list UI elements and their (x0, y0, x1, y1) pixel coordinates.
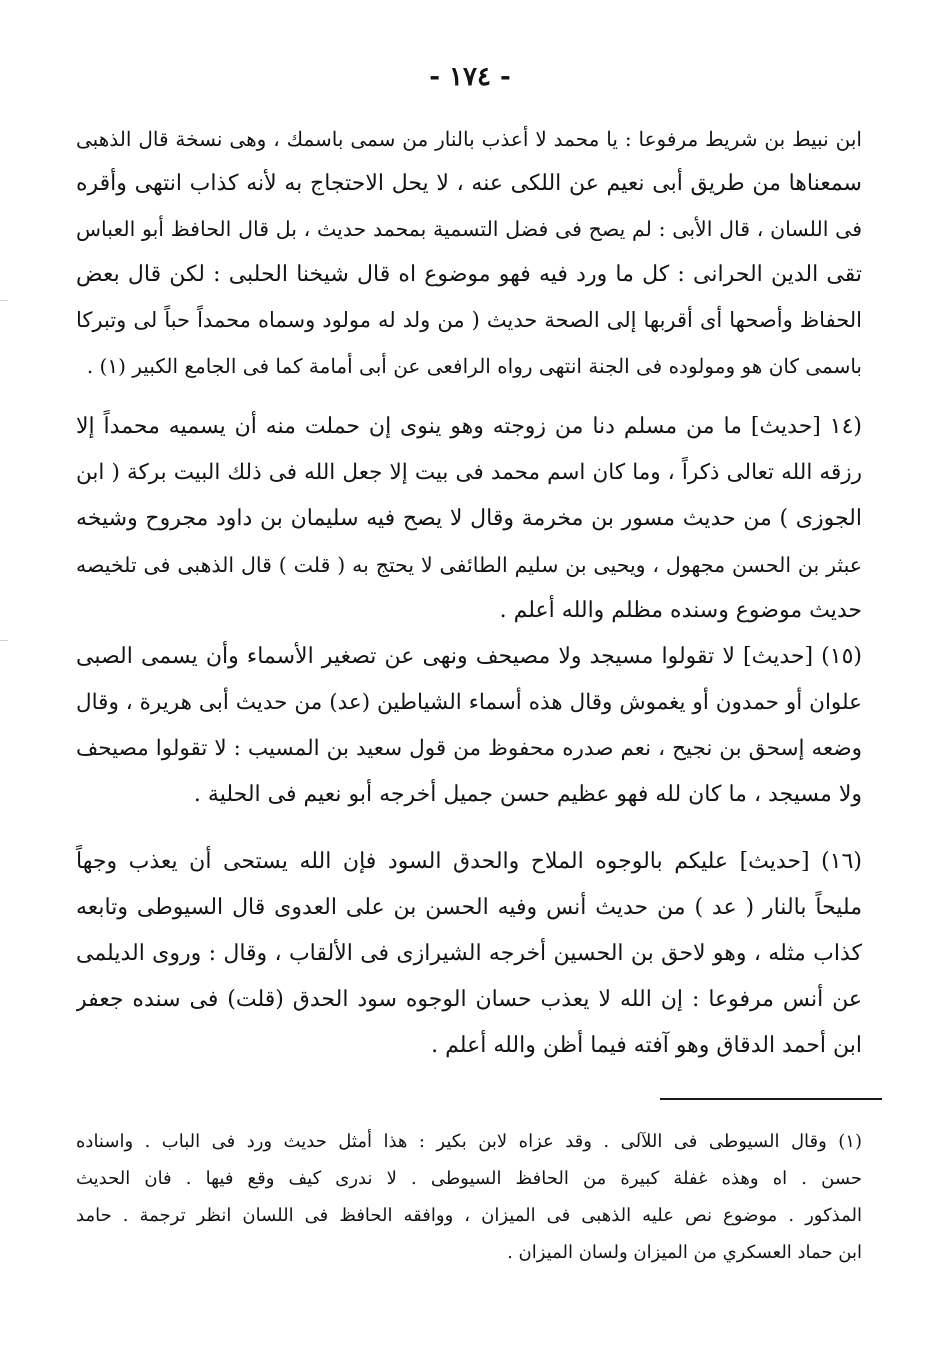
page-number: - ١٧٤ - (429, 62, 511, 92)
text-line: مليحاً بالنار ( عد ) من حديث أنس وفيه الحسن بن على العدوى قال السيوطى وتابعه (76, 895, 862, 920)
text-line: (١٥) [حديث] لا تقولوا مسيجد ولا مصيحف ونهى عن تصغير الأسماء وأن يسمى الصبى (76, 644, 862, 669)
footnote-line: حسن . اه وهذه غفلة كبيرة من الحافظ السيوطى . لا ندرى كيف وقع فيها . فان الحديث (76, 1168, 862, 1189)
text-line: تقى الدين الحرانى : كل ما ورد فيه فهو موضوع اه قال شيخنا الحلبى : لكن قال بعض (76, 262, 862, 287)
footnote-line: المذكور . موضوع نص عليه الذهبى فى الميزان ، ووافقه الحافظ فى اللسان انظر ترجمة . حامد (76, 1205, 862, 1226)
text-line: الجوزى ) من حديث مسور بن مخرمة وقال لا يصح فيه سليمان بن داود مجروح وشيخه (76, 506, 862, 531)
text-line: عبثر بن الحسن مجهول ، ويحيى بن سليم الطائفى لا يحتج به ( قلت ) قال الذهبى فى تلخيصه (76, 553, 862, 577)
text-line: عن أنس مرفوعا : إن الله لا يعذب حسان الوجوه سود الحدق (قلت) فى سنده جعفر (76, 987, 862, 1012)
footnote-separator (660, 1098, 882, 1100)
scan-margin-mark (0, 640, 8, 641)
scan-margin-mark (0, 300, 8, 301)
text-line: (١٤ [حديث] ما من مسلم دنا من زوجته وهو ينوى إن حملت منه أن يسميه محمداً إلا (76, 414, 862, 439)
text-line: ابن نبيط بن شريط مرفوعا : يا محمد لا أعذب بالنار من سمى باسمك ، وهى نسخة قال الذهبى (76, 127, 862, 151)
text-line: باسمى كان هو ومولوده فى الجنة انتهى رواه الرافعى عن أبى أمامة كما فى الجامع الكبير (١) . (86, 354, 862, 378)
text-line: فى اللسان ، قال الأبى : لم يصح فى فضل التسمية بمحمد حديث ، بل قال الحافظ أبو العباس (76, 217, 862, 241)
text-line: ولا مسيجد ، ما كان لله فهو عظيم حسن جميل أخرجه أبو نعيم فى الحلية . (193, 782, 862, 807)
text-line: رزقه الله تعالى ذكراً ، وما كان اسم محمد فى بيت إلا جعل الله فى ذلك البيت بركة ( ابن (76, 460, 862, 485)
text-line: الحفاظ وأصحها أى أقربها إلى الصحة حديث ( من ولد له مولود وسماه محمداً حباً لى وتبركا (76, 308, 862, 332)
text-line: سمعناها من طريق أبى نعيم عن اللكى عنه ، لا يحل الاحتجاج به لأنه كذاب انتهى وأقره (76, 171, 862, 196)
text-line: علوان أو حمدون أو يغموش وقال هذه أسماء الشياطين (عد) من حديث أبى هريرة ، وقال (76, 690, 862, 715)
text-line: ابن أحمد الدقاق وهو آفته فيما أظن والله أعلم . (431, 1033, 862, 1058)
footnote-line: (١) وقال السيوطى فى اللآلى . وقد عزاه لابن بكير : هذا أمثل حديث ورد فى الباب . واسناده (76, 1131, 862, 1152)
text-line: (١٦) [حديث] عليكم بالوجوه الملاح والحدق السود فإن الله يستحى أن يعذب وجهاً (76, 849, 862, 874)
footnote-line: ابن حماد العسكري من الميزان ولسان الميزان . (507, 1242, 862, 1263)
text-line: كذاب مثله ، وهو لاحق بن الحسين أخرجه الشيرازى فى الألقاب ، وقال : وروى الديلمى (76, 941, 862, 966)
text-line: حديث موضوع وسنده مظلم والله أعلم . (499, 598, 862, 623)
text-line: وضعه إسحق بن نجيح ، نعم صدره محفوظ من قول سعيد بن المسيب : لا تقولوا مصيحف (76, 736, 862, 761)
